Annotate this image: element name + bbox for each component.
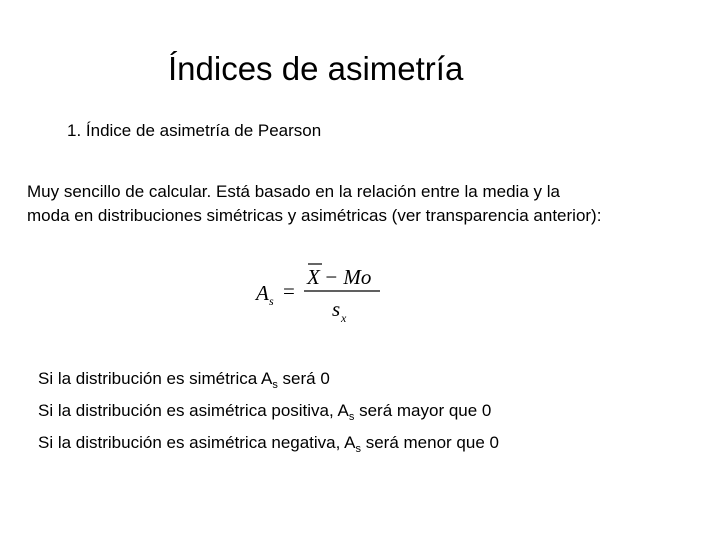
cases-list xyxy=(38,368,499,464)
case-negative: Si la distribución es asimétrica negativa, $A_s$ será menor que 0 xyxy=(38,433,499,455)
formula-lhs: A xyxy=(256,281,269,305)
formula-mean-x: X xyxy=(307,265,320,289)
formula-equals: = xyxy=(283,279,295,303)
slide-title: Índices de asimetría xyxy=(168,50,464,87)
intro-paragraph: Muy sencillo de calcular. Está basado en la relación entre la media y la moda en distribuciones simétricas y asimétricas (ver transparencia anterior): xyxy=(27,182,602,225)
case-symmetric: Si la distribución es simétrica $A_s$ será 0 xyxy=(38,369,330,391)
section-heading: 1. Índice de asimetría de Pearson xyxy=(67,121,322,140)
formula-lhs-sub: s xyxy=(269,294,274,308)
pearson-formula xyxy=(252,260,392,330)
formula-denominator: s xyxy=(332,297,341,321)
formula-denominator-sub: x xyxy=(341,311,347,325)
case-positive: Si la distribución es asimétrica positiva, $A_s$ será mayor que 0 xyxy=(38,401,492,423)
formula-mode: − Mo xyxy=(324,265,372,289)
